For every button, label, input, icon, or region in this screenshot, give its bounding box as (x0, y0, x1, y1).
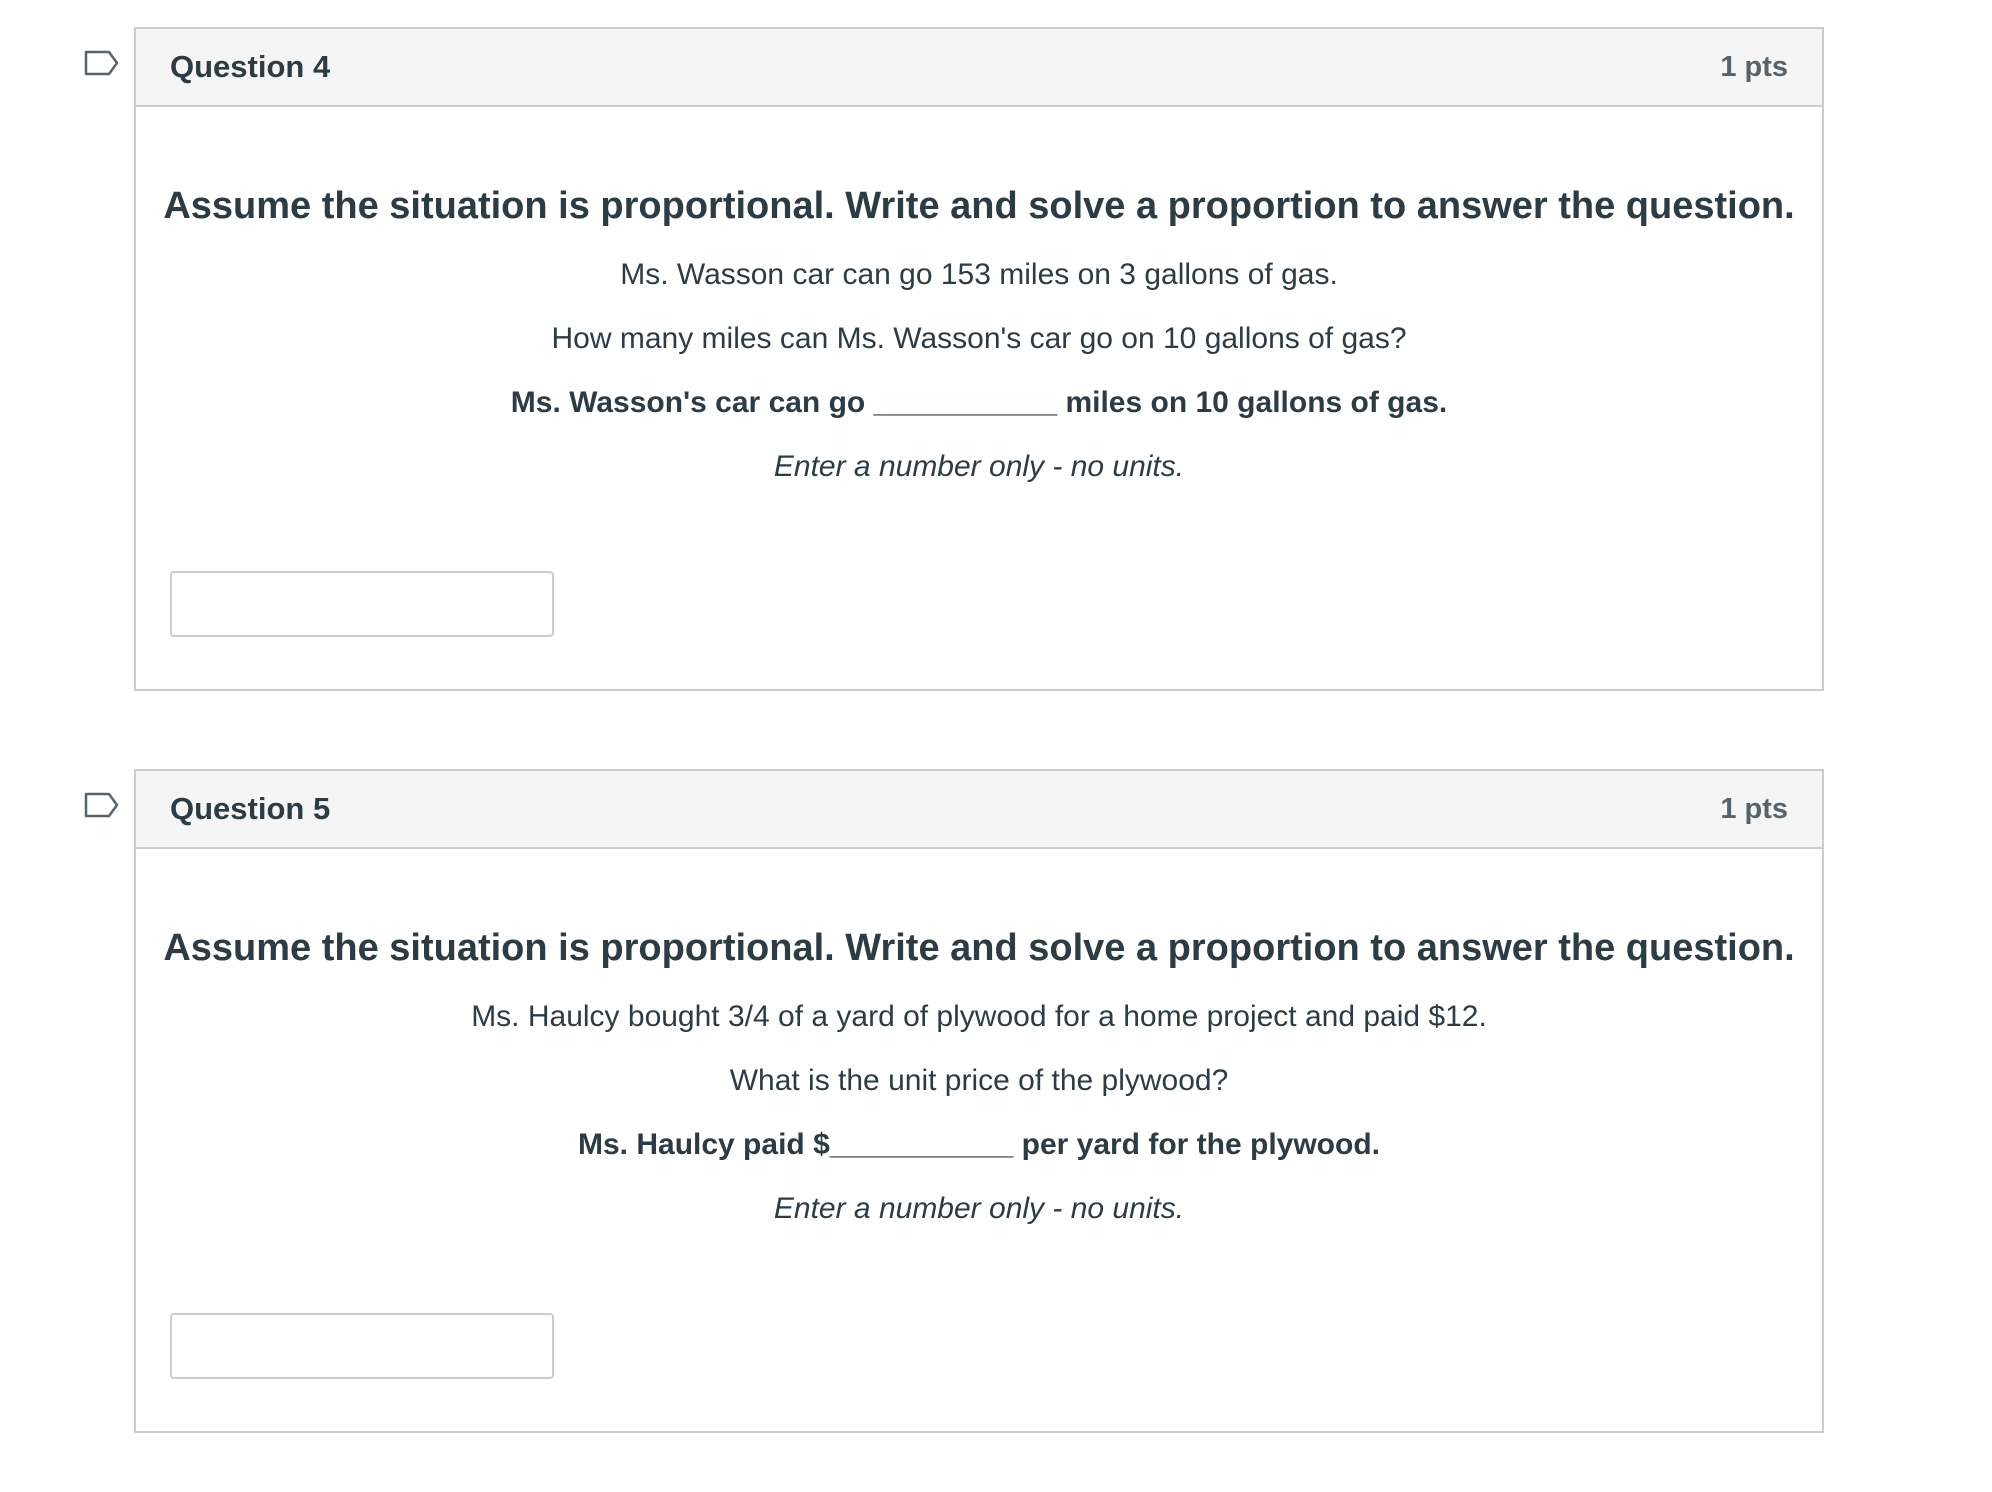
question-5-points: 1 pts (1720, 792, 1788, 825)
question-5-card (134, 769, 1824, 1433)
flag-question-5-icon[interactable] (84, 792, 120, 818)
question-5-ask: What is the unit price of the plywood? (729, 1064, 1229, 1097)
question-5-instruction: Assume the situation is proportional. Write and solve a proportion to answer the question. (163, 927, 1795, 969)
question-4-note: Enter a number only - no units. (773, 450, 1185, 483)
question-5-blank-sentence: Ms. Haulcy paid $___________ per yard for the plywood. (578, 1128, 1380, 1161)
question-4-instruction: Assume the situation is proportional. Write and solve a proportion to answer the question. (163, 185, 1795, 227)
question-4-title: Question 4 (170, 49, 331, 84)
question-5-title: Question 5 (170, 791, 331, 826)
question-5-answer-input[interactable] (170, 1313, 554, 1379)
question-4-answer-input[interactable] (170, 571, 554, 637)
question-5-note: Enter a number only - no units. (773, 1192, 1185, 1225)
question-4-header (136, 29, 1822, 107)
question-5-header (136, 771, 1822, 849)
question-4-body (136, 185, 1822, 484)
question-4-blank-sentence: Ms. Wasson's car can go ___________ miles on 10 gallons of gas. (510, 386, 1448, 419)
question-4-points: 1 pts (1720, 50, 1788, 83)
question-4-ask: How many miles can Ms. Wasson's car go on 10 gallons of gas? (551, 322, 1407, 355)
question-4-given: Ms. Wasson car can go 153 miles on 3 gallons of gas. (620, 258, 1338, 291)
question-5-body (136, 927, 1822, 1226)
flag-question-4-icon[interactable] (84, 50, 120, 76)
question-4-card (134, 27, 1824, 691)
question-5-given: Ms. Haulcy bought 3/4 of a yard of plywood for a home project and paid $12. (471, 1000, 1487, 1033)
